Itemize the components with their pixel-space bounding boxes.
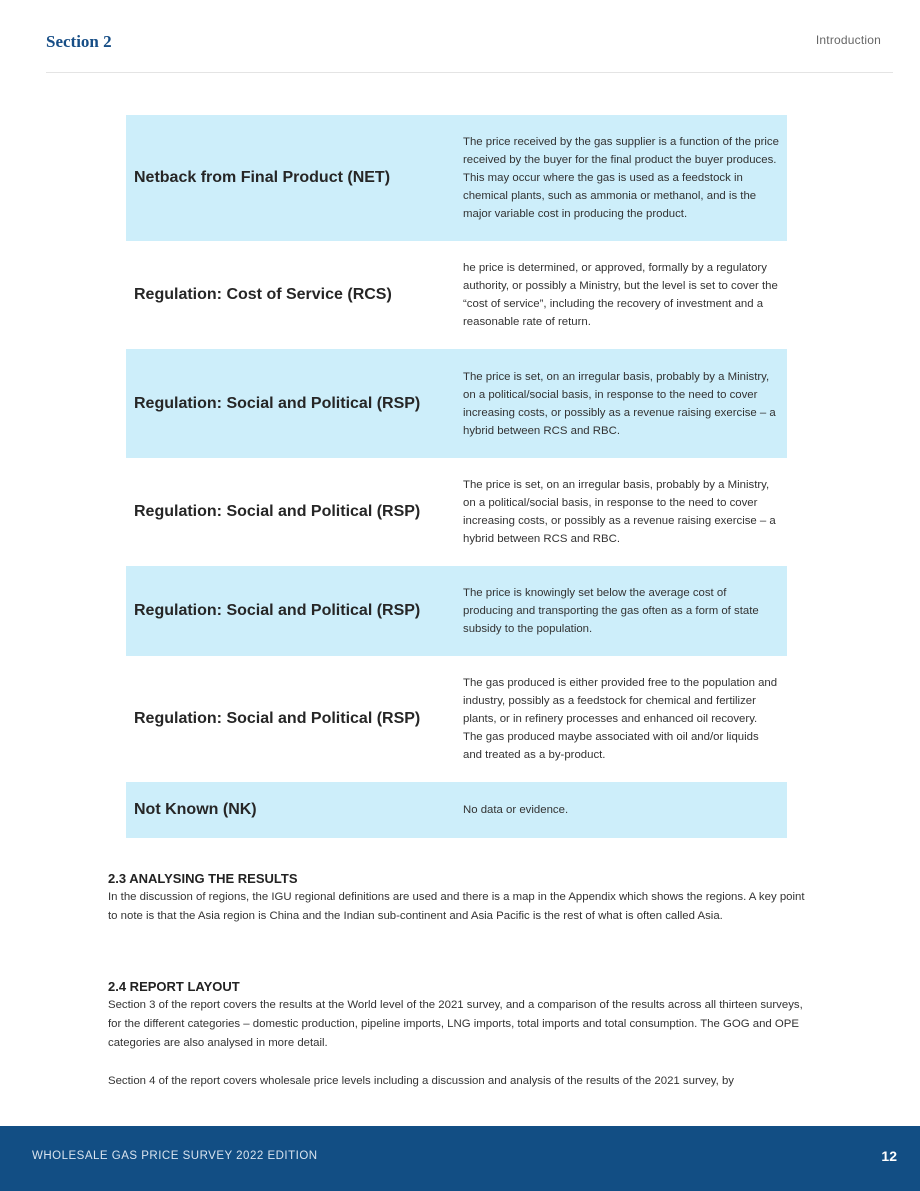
definition-term: Netback from Final Product (NET) [134,169,391,186]
footer-bar [0,1126,920,1191]
definition-term: Regulation: Social and Political (RSP) [134,602,421,619]
definition-description: The price is set, on an irregular basis, probably by a Ministry, on a political/social basis, in response to the need to cover increasing costs, or possibly as a revenue raising exercise – a hybrid between RCS and RBC. [463,479,776,545]
footer-title: WHOLESALE GAS PRICE SURVEY 2022 EDITION [32,1150,318,1162]
definition-term: Regulation: Social and Political (RSP) [134,394,421,412]
layout-body-1: Section 3 of the report covers the results at the World level of the 2021 survey, and a comparison of the results across all thirteen surveys, for the different categories – domestic production, pipeline imports, LNG imports, total imports and total consumption. The GOG and OPE categories are also analysed in more detail. [108,999,803,1049]
definition-row [126,566,787,656]
definition-description: The price is set, on an irregular basis, probably by a Ministry, on a political/social basis, in response to the need to cover increasing costs, or possibly as a revenue raising exercise – a hybrid between RCS and RBC. [463,370,776,437]
definition-row [126,458,787,566]
definition-row [126,782,787,838]
definition-term: Regulation: Social and Political (RSP) [134,710,421,727]
analysing-body: In the discussion of regions, the IGU regional definitions are used and there is a map in the Appendix which shows the regions. A key point to note is that the Asia region is China and the Indian sub-continent and Asia Pacific is the rest of what is often called Asia. [108,891,805,922]
definition-row [126,241,787,349]
definition-description: The price received by the gas supplier is a function of the price received by the buyer for the final product the buyer produces. This may occur where the gas is used as a feedstock in chemical plants, such as ammonia or methanol, and is the major variable cost in producing the product. [463,136,779,220]
definitions-table [126,115,787,838]
page-number: 12 [881,1148,897,1164]
layout-body-2: Section 4 of the report covers wholesale price levels including a discussion and analysis of the results of the 2021 survey, by [108,1075,734,1087]
analysing-results-section [108,870,810,926]
layout-heading: 2.4 REPORT LAYOUT [108,979,240,994]
definition-row [126,115,787,241]
section-label: Section 2 [46,32,112,51]
report-layout-section [108,978,810,1091]
header-divider [46,72,893,73]
definition-term: Not Known (NK) [134,801,257,818]
chapter-title: Introduction [815,33,881,47]
definition-description: The price is knowingly set below the average cost of producing and transporting the gas often as a form of state subsidy to the population. [463,587,759,635]
definition-description: The gas produced is either provided free to the population and industry, possibly as a feedstock for chemical and fertilizer plants, or in refinery processes and enhanced oil recovery. The gas produced maybe associated with oil and/or liquids and treated as a by-product. [463,677,778,761]
definition-row [126,656,787,782]
definition-term: Regulation: Cost of Service (RCS) [134,286,392,303]
definition-description: No data or evidence. [463,804,569,816]
definition-description: he price is determined, or approved, formally by a regulatory authority, or possibly a Ministry, but the level is set to cover the “cost of service”, including the recovery of investment and a reasonable rate of return. [463,262,778,328]
analysing-heading: 2.3 ANALYSING THE RESULTS [108,871,298,886]
definition-row [126,349,787,458]
definition-term: Regulation: Social and Political (RSP) [134,503,421,520]
